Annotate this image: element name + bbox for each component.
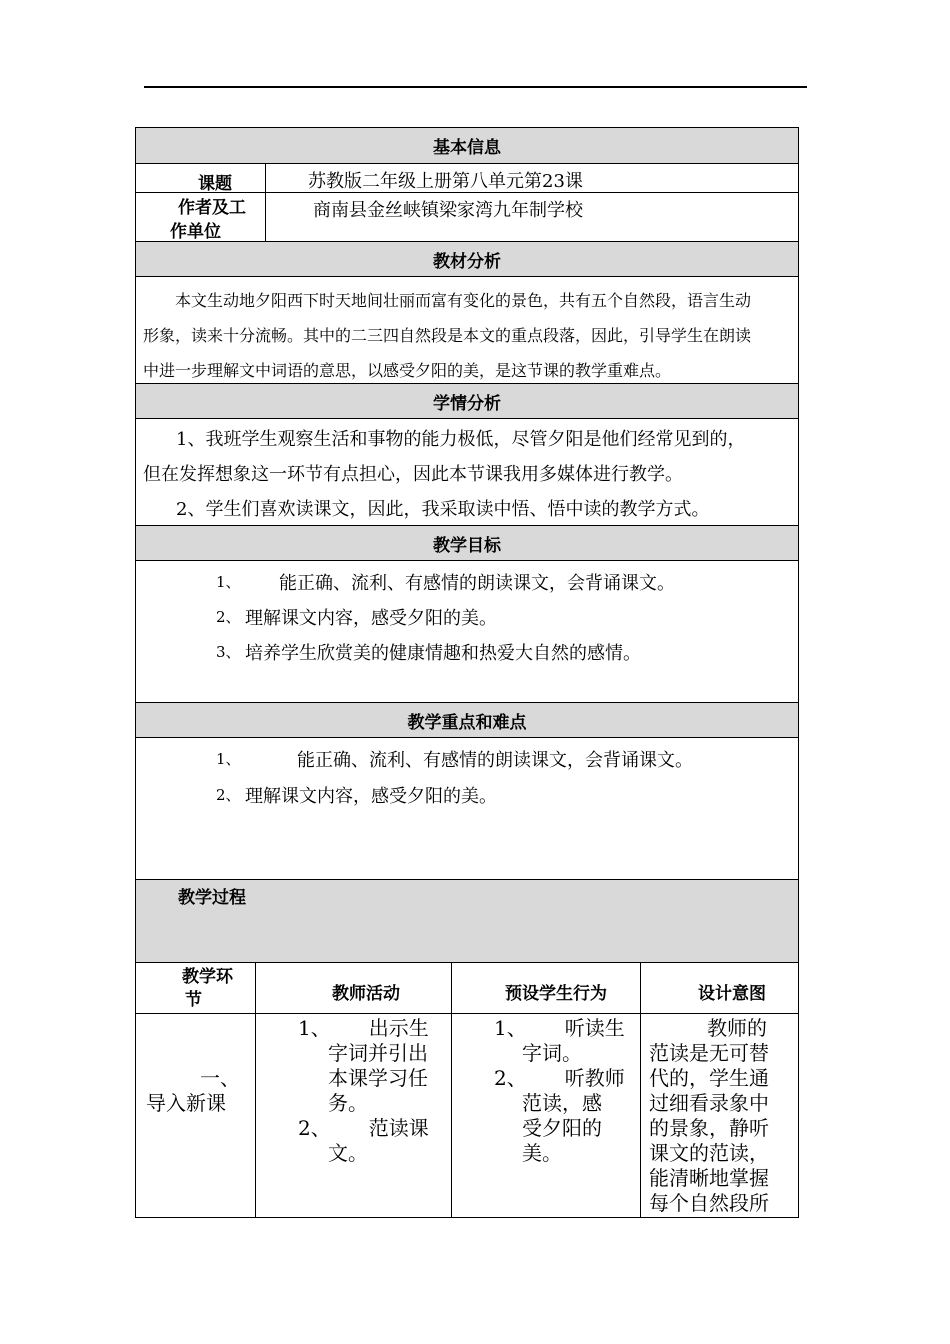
section-header-material-analysis: 教材分析 — [136, 242, 798, 276]
student-behavior-2-line: 范读，感 — [522, 1091, 602, 1115]
student-analysis-text — [143, 422, 793, 527]
student-behavior-1 — [494, 1016, 639, 1066]
student-behavior-2-number: 2、 — [494, 1066, 527, 1090]
col-header-teacher: 教师活动 — [332, 984, 400, 1004]
objective-2-number: 2、 — [216, 608, 241, 626]
key-point-1-number: 1、 — [216, 750, 241, 768]
col-header-stage-line1: 教学环 — [182, 967, 233, 987]
col-header-design: 设计意图 — [698, 984, 766, 1004]
design-intent-line: 代的，学生通 — [649, 1066, 769, 1090]
objective-2-text: 理解课文内容，感受夕阳的美。 — [245, 608, 497, 629]
student-analysis-line: 1、我班学生观察生活和事物的能力极低，尽管夕阳是他们经常见到的， — [176, 429, 746, 450]
teacher-activity-1-line: 字词并引出 — [328, 1041, 428, 1065]
teacher-activity-1-line: 务。 — [328, 1091, 368, 1115]
key-point-2-text: 理解课文内容，感受夕阳的美。 — [245, 786, 497, 807]
design-intent-line: 能清晰地掌握 — [649, 1166, 769, 1190]
section-header-objectives: 教学目标 — [136, 526, 798, 560]
design-intent-line: 每个自然段所 — [649, 1191, 769, 1215]
teacher-activity-2-number: 2、 — [298, 1116, 331, 1140]
section-header-key-points: 教学重点和难点 — [136, 703, 798, 737]
topic-value: 苏教版二年级上册第八单元第23课 — [308, 171, 583, 192]
teacher-activity-1-number: 1、 — [298, 1016, 331, 1040]
author-value: 商南县金丝峡镇梁家湾九年制学校 — [313, 200, 583, 221]
student-behavior-1-line: 字词。 — [522, 1041, 582, 1065]
teacher-activity-cell — [298, 1016, 448, 1166]
author-label — [170, 196, 246, 244]
topic-label: 课题 — [198, 174, 232, 194]
student-analysis-line: 但在发挥想象这一环节有点担心，因此本节课我用多媒体进行教学。 — [143, 464, 683, 485]
student-behavior-2-line: 听教师 — [564, 1066, 625, 1090]
key-point-1-text: 能正确、流利、有感情的朗读课文，会背诵课文。 — [297, 750, 693, 771]
teacher-activity-2-line: 范读课 — [368, 1116, 429, 1140]
teacher-activity-1-line: 出示生 — [368, 1016, 429, 1040]
design-intent-line: 教师的 — [707, 1016, 767, 1040]
design-intent-line: 范读是无可替 — [649, 1041, 769, 1065]
col-header-stage — [182, 966, 233, 1012]
student-behavior-1-line: 听读生 — [564, 1016, 625, 1040]
section-header-process: 教学过程 — [136, 880, 798, 962]
stage-cell — [146, 1066, 240, 1116]
material-analysis-line: 本文生动地夕阳西下时天地间壮丽而富有变化的景色，共有五个自然段，语言生动 — [175, 291, 752, 310]
student-behavior-cell — [494, 1016, 639, 1166]
objective-3-text: 培养学生欣赏美的健康情趣和热爱大自然的感情。 — [245, 643, 641, 664]
col-header-student: 预设学生行为 — [505, 984, 607, 1004]
design-intent-cell — [649, 1016, 797, 1216]
student-behavior-2 — [494, 1066, 639, 1166]
student-behavior-1-number: 1、 — [494, 1016, 527, 1040]
design-intent-line: 课文的范读， — [649, 1141, 769, 1165]
teacher-activity-2-line: 文。 — [328, 1141, 368, 1165]
design-intent-line: 过细看录象中 — [649, 1091, 769, 1115]
section-header-student-analysis: 学情分析 — [136, 384, 798, 418]
material-analysis-line: 形象，读来十分流畅。其中的二三四自然段是本文的重点段落，因此，引导学生在朗读 — [143, 326, 752, 345]
author-label-line2: 作单位 — [170, 222, 221, 242]
stage-title: 导入新课 — [146, 1091, 226, 1115]
teacher-activity-1-line: 本课学习任 — [328, 1066, 428, 1090]
section-header-basic-info: 基本信息 — [136, 128, 798, 163]
student-behavior-2-line: 受夕阳的 — [522, 1116, 602, 1140]
teacher-activity-2 — [298, 1116, 448, 1166]
objective-1-text: 能正确、流利、有感情的朗读课文，会背诵课文。 — [279, 573, 675, 594]
col-header-stage-line2: 节 — [185, 990, 202, 1010]
material-analysis-line: 中进一步理解文中词语的意思，以感受夕阳的美，是这节课的教学重难点。 — [143, 361, 672, 380]
author-label-line1: 作者及工 — [178, 198, 246, 218]
design-intent-line: 的景象，静听 — [649, 1116, 769, 1140]
key-point-2-number: 2、 — [216, 786, 241, 804]
teacher-activity-1 — [298, 1016, 448, 1116]
stage-number: 一、 — [200, 1066, 240, 1090]
objective-3-number: 3、 — [216, 643, 241, 661]
objective-1-number: 1、 — [216, 573, 241, 591]
material-analysis-text — [143, 283, 793, 388]
student-analysis-line: 2、学生们喜欢读课文，因此，我采取读中悟、悟中读的教学方式。 — [176, 499, 710, 520]
student-behavior-2-line: 美。 — [522, 1141, 562, 1165]
